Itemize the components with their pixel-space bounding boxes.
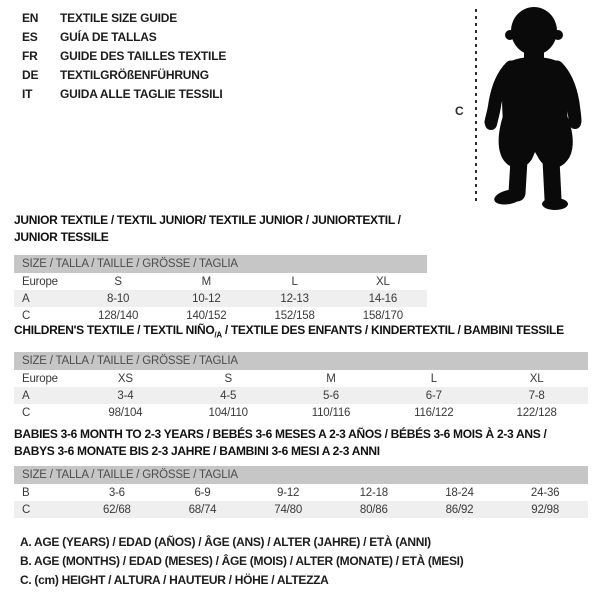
size-cell: XL	[529, 372, 544, 385]
lang-code: DE	[22, 68, 39, 82]
lang-label: GUIDE DES TAILLES TEXTILE	[60, 49, 227, 63]
value-cell: 62/68	[102, 503, 131, 516]
row-label: C	[22, 503, 31, 516]
table-row-height	[14, 501, 588, 518]
lang-code: FR	[22, 49, 38, 63]
height-marker-line	[475, 9, 477, 205]
value-cell: 128/140	[98, 309, 139, 322]
value-cell: 12-18	[359, 486, 388, 499]
lang-row-en	[22, 9, 226, 28]
lang-code: IT	[22, 87, 33, 101]
lang-code: ES	[22, 30, 38, 44]
legend-line-b: B. AGE (MONTHS) / EDAD (MESES) / ÂGE (MOIS) / ALTER (MONATE) / ETÀ (MESI)	[20, 554, 464, 568]
value-cell: 140/152	[186, 309, 227, 322]
junior-table-title: JUNIOR TEXTILE / TEXTIL JUNIOR/ TEXTILE JUNIOR / JUNIORTEXTIL / JUNIOR TESSILE	[14, 213, 401, 244]
value-cell: 80/86	[359, 503, 388, 516]
size-cell: S	[114, 275, 122, 288]
title-text: / TEXTILE DES ENFANTS / KINDERTEXTIL / BAMBINI TESSILE	[221, 323, 564, 337]
junior-textile-section	[14, 212, 427, 324]
table-row-age	[14, 387, 588, 404]
value-cell: 3-4	[117, 389, 134, 402]
size-cell: XS	[117, 372, 133, 385]
lang-label: GUIDA ALLE TAGLIE TESSILI	[60, 87, 223, 101]
size-cell: L	[291, 275, 298, 288]
lang-label: TEXTILE SIZE GUIDE	[60, 11, 178, 25]
lang-code: EN	[22, 11, 39, 25]
row-label: A	[22, 389, 30, 402]
lang-row-es	[22, 28, 226, 47]
table-row-height	[14, 404, 588, 421]
row-label: Europe	[22, 372, 58, 385]
children-size-table	[14, 370, 588, 421]
size-header-bar: SIZE / TALLA / TAILLE / GRÖSSE / TAGLIA	[14, 255, 427, 273]
row-label: C	[22, 406, 31, 419]
value-cell: 152/158	[274, 309, 315, 322]
title-subscript: /A	[214, 330, 222, 340]
value-cell: 6-9	[194, 486, 211, 499]
legend-line-c: C. (cm) HEIGHT / ALTURA / HAUTEUR / HÖHE / ALTEZZA	[20, 573, 329, 587]
title-text: CHILDREN'S TEXTILE / TEXTIL NIÑO	[14, 323, 215, 337]
table-row-age	[14, 290, 427, 307]
height-marker-label: C	[455, 104, 464, 118]
value-cell: 24-36	[530, 486, 560, 499]
value-cell: 7-8	[528, 389, 545, 402]
value-cell: 12-13	[280, 292, 309, 305]
language-header	[22, 9, 226, 104]
size-cell: XL	[376, 275, 390, 288]
value-cell: 122/128	[516, 406, 557, 419]
value-cell: 98/104	[108, 406, 143, 419]
title-line: BABIES 3-6 MONTH TO 2-3 YEARS / BEBÉS 3-6 MESES A 2-3 AÑOS / BÉBÉS 3-6 MOIS À 2-3 ANS /	[14, 427, 547, 441]
value-cell: 116/122	[414, 406, 454, 419]
table-row-age-months	[14, 484, 588, 501]
legend-line-a: A. AGE (YEARS) / EDAD (AÑOS) / ÂGE (ANS) / ALTER (JAHRE) / ETÀ (ANNI)	[20, 535, 431, 549]
lang-row-de	[22, 66, 226, 85]
babies-textile-section	[14, 426, 588, 518]
value-cell: 6-7	[425, 389, 442, 402]
size-header-bar: SIZE / TALLA / TAILLE / GRÖSSE / TAGLIA	[14, 352, 588, 370]
value-cell: 18-24	[445, 486, 474, 499]
value-cell: 104/110	[208, 406, 248, 419]
babies-table-title	[14, 426, 588, 460]
value-cell: 10-12	[192, 292, 221, 305]
table-row-europe	[14, 273, 427, 290]
children-table-title	[14, 322, 588, 343]
value-cell: 5-6	[322, 389, 339, 402]
junior-size-table	[14, 273, 427, 324]
legend	[20, 533, 463, 590]
row-label: C	[22, 309, 31, 322]
value-cell: 8-10	[107, 292, 130, 305]
row-label: Europe	[22, 275, 58, 288]
children-textile-section	[14, 322, 588, 421]
size-cell: M	[326, 372, 336, 385]
row-label: B	[22, 486, 30, 499]
lang-label: GUÍA DE TALLAS	[60, 30, 157, 44]
baby-silhouette-icon	[484, 5, 596, 211]
table-row-europe	[14, 370, 588, 387]
row-label: A	[22, 292, 30, 305]
value-cell: 86/92	[445, 503, 474, 516]
size-header-bar: SIZE / TALLA / TAILLE / GRÖSSE / TAGLIA	[14, 466, 588, 484]
value-cell: 14-16	[368, 292, 398, 305]
babies-size-table	[14, 484, 588, 518]
value-cell: 4-5	[220, 389, 237, 402]
value-cell: 92/98	[531, 503, 560, 516]
size-cell: M	[201, 275, 212, 288]
value-cell: 158/170	[362, 309, 403, 322]
value-cell: 74/80	[274, 503, 303, 516]
lang-label: TEXTILGRÖßENFÜHRUNG	[60, 68, 209, 82]
value-cell: 68/74	[188, 503, 217, 516]
title-line: BABYS 3-6 MONATE BIS 2-3 JAHRE / BAMBINI 3-6 MESI A 2-3 ANNI	[14, 444, 380, 458]
value-cell: 9-12	[277, 486, 300, 499]
lang-row-it	[22, 85, 226, 104]
size-cell: S	[224, 372, 232, 385]
value-cell: 110/116	[311, 406, 351, 419]
value-cell: 3-6	[108, 486, 125, 499]
size-cell: L	[430, 372, 437, 385]
lang-row-fr	[22, 47, 226, 66]
